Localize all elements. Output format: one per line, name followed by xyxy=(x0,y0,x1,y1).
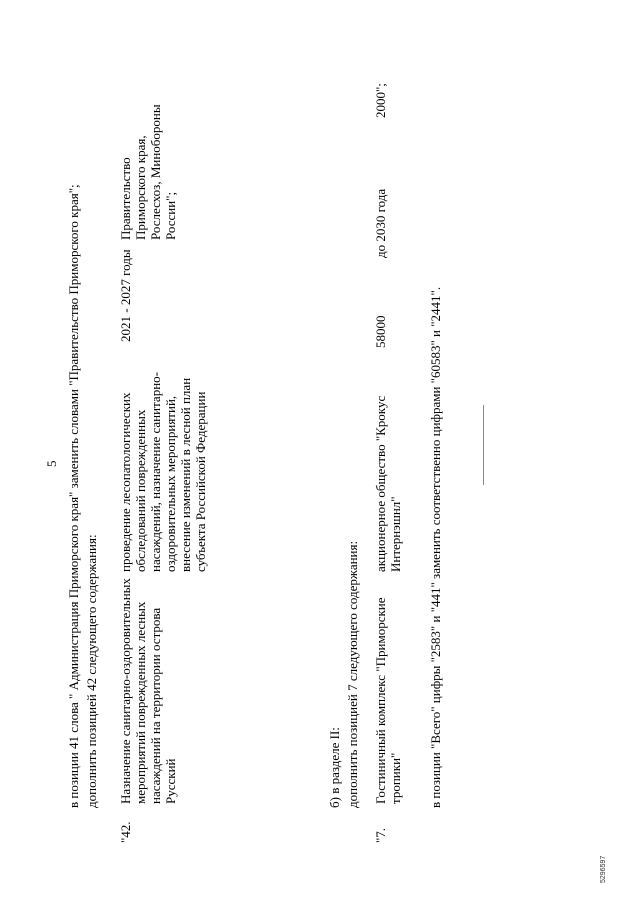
add-position-42-intro: дополнить позицией 42 следующего содержания: xyxy=(84,534,99,808)
table-row-7 xyxy=(373,68,403,843)
amendment-line-41: в позиции 41 слова " Администрация Приморского края" заменить словами "Правительство Приморского края"; xyxy=(66,184,81,808)
row-deadline: до 2030 года xyxy=(373,188,388,258)
page-number: 5 xyxy=(44,460,59,467)
document-code: 5296597 xyxy=(600,855,607,883)
row-number: "42. xyxy=(118,821,133,843)
row-amount: 58000 xyxy=(373,315,388,348)
end-separator xyxy=(483,405,484,485)
section-ii-heading: б) в разделе II: xyxy=(327,727,342,808)
add-position-7-intro: дополнить позицией 7 следующего содержания: xyxy=(345,540,360,808)
row-work: проведение лесопатологических обследований поврежденных насаждений, назначение санитарно-оздоровительных мероприятий, внесение изменений в лесной план субъекта Российской Федерации xyxy=(118,372,208,572)
row-total: 2000"; xyxy=(373,83,388,118)
row-number: "7. xyxy=(373,827,388,843)
table-row-42 xyxy=(118,102,208,843)
row-name: Гостиничный комплекс "Приморские тропики" xyxy=(373,597,403,804)
row-organization: акционерное общество "Крокус Интернэшнл" xyxy=(373,395,403,572)
row-period: 2021 - 2027 годы xyxy=(118,249,133,342)
row-organization: Правительство Приморского края, Рослесхоз, Минобороны России"; xyxy=(118,104,178,240)
row-name: Назначение санитарно-оздоровительных мероприятий поврежденных лесных насаждений на территории острова Русский xyxy=(118,578,178,804)
total-amendment-line: в позиции "Всего" цифры "2583" и "441" заменить соответственно цифрами "60583" и "2441". xyxy=(428,286,443,808)
